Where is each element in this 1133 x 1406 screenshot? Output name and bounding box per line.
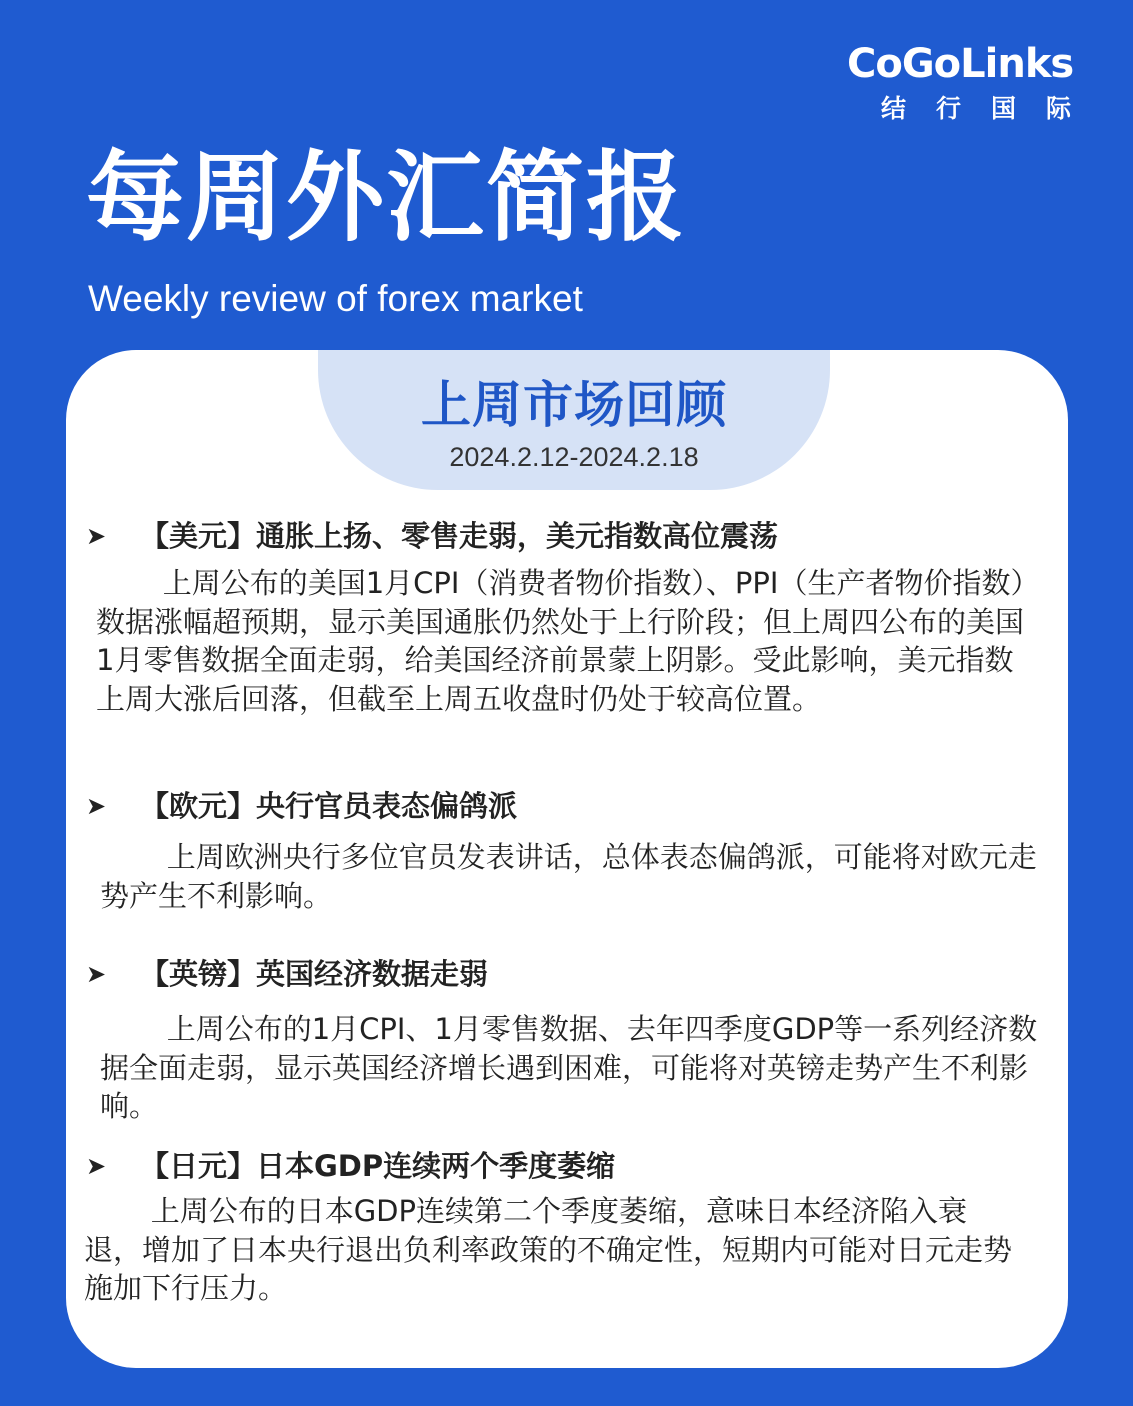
content-card: [66, 350, 1068, 1368]
section-heading-text: 【美元】通胀上扬、零售走弱，美元指数高位震荡: [140, 519, 779, 553]
section-heading-text: 【欧元】央行官员表态偏鸽派: [140, 789, 518, 823]
section-jpy: [66, 1146, 1068, 1308]
section-heading: [66, 516, 1068, 556]
page-subtitle: Weekly review of forex market: [88, 278, 583, 319]
page-title: 每周外汇简报: [86, 141, 687, 255]
section-eur: [66, 786, 1068, 915]
section-body: 上周公布的美国1月CPI（消费者物价指数）、PPI（生产者物价指数）数据涨幅超预期，显示美国通胀仍然处于上行阶段；但上周四公布的美国1月零售数据全面走弱，给美国经济前景蒙上阴影。受此影响，美元指数上周大涨后回落，但截至上周五收盘时仍处于较高位置。: [96, 566, 1025, 716]
section-body: 上周公布的1月CPI、1月零售数据、去年四季度GDP等一系列经济数据全面走弱，显示英国经济增长遇到困难，可能将对英镑走势产生不利影响。: [100, 1012, 1038, 1123]
section-heading: [66, 1146, 1068, 1186]
tab-title: 上周市场回顾: [421, 376, 727, 434]
brand-logo: [847, 40, 1101, 126]
section-gbp: [66, 954, 1068, 1126]
date-range: 2024.2.12-2024.2.18: [449, 442, 699, 472]
section-tab: [318, 350, 830, 490]
section-heading: [66, 954, 1068, 994]
arrowhead-bullet-icon: ➤: [86, 960, 107, 988]
arrowhead-bullet-icon: ➤: [86, 792, 107, 820]
section-usd: [66, 516, 1068, 718]
logo-wordmark: CoGoLinks: [847, 41, 1074, 87]
section-body: 上周公布的日本GDP连续第二个季度萎缩，意味日本经济陷入衰退，增加了日本央行退出负利率政策的不确定性，短期内可能对日元走势施加下行压力。: [84, 1194, 1013, 1305]
arrowhead-bullet-icon: ➤: [86, 1152, 107, 1180]
section-heading-text: 【英镑】英国经济数据走弱: [140, 957, 489, 991]
section-heading: [66, 786, 1068, 826]
section-heading-text: 【日元】日本GDP连续两个季度萎缩: [140, 1149, 616, 1183]
logo-chinese-name: 结行国际: [880, 94, 1101, 123]
arrowhead-bullet-icon: ➤: [86, 522, 107, 550]
section-body: 上周欧洲央行多位官员发表讲话，总体表态偏鸽派，可能将对欧元走势产生不利影响。: [100, 840, 1037, 913]
